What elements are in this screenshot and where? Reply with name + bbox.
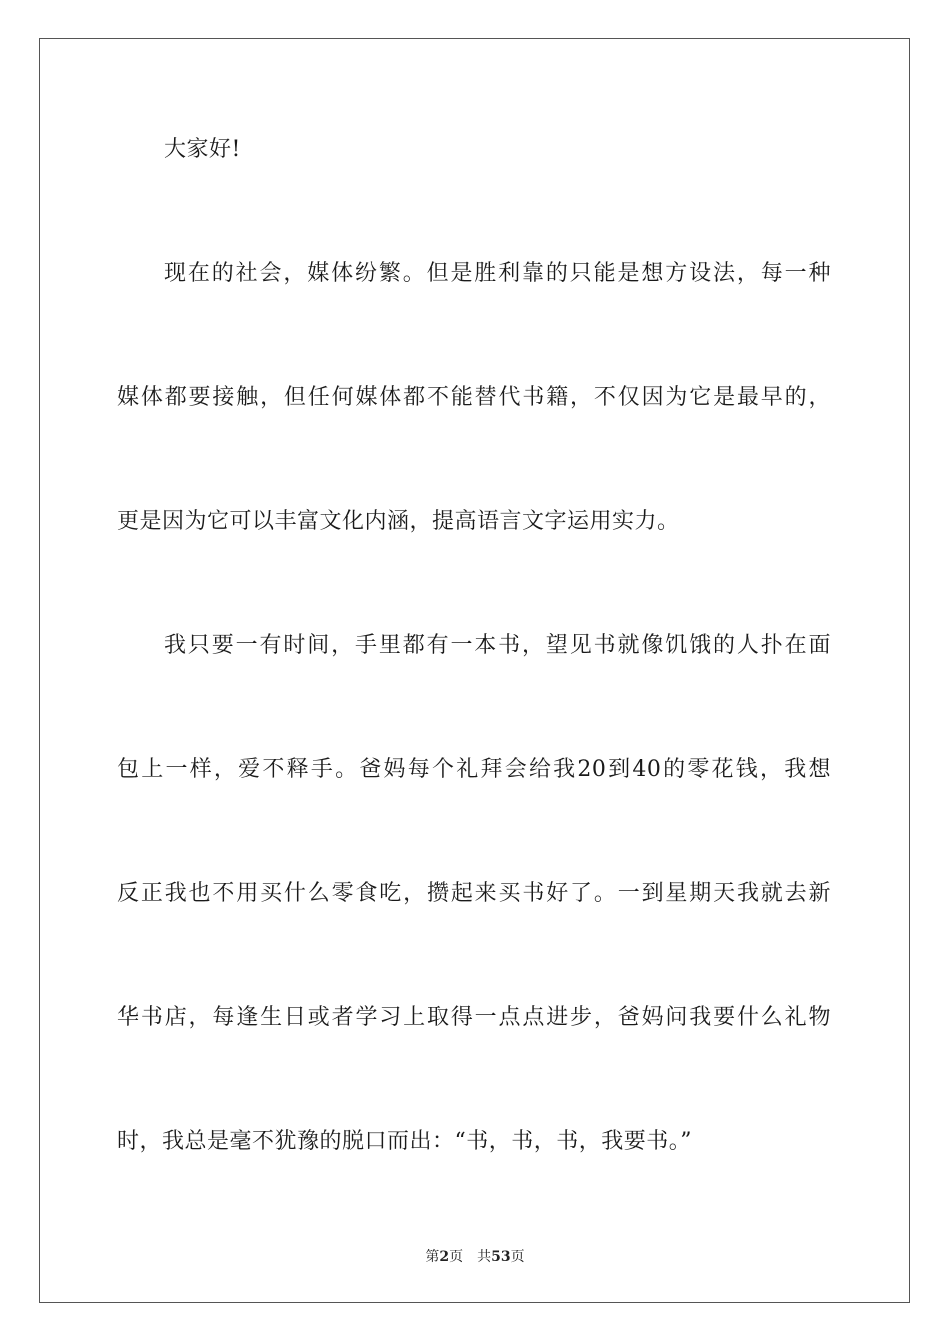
page-suffix: 页 bbox=[449, 1249, 464, 1265]
page-number: 2 bbox=[439, 1249, 450, 1265]
paragraph-2-line-4: 华书店，每逢生日或者学习上取得一点点进步，爸妈问我要什么礼物 bbox=[117, 1005, 831, 1030]
page-prefix: 第 bbox=[425, 1249, 440, 1265]
paragraph-1-line-1: 现在的社会，媒体纷繁。但是胜利靠的只能是想方设法，每一种 bbox=[164, 261, 831, 286]
paragraph-1-line-2: 媒体都要接触，但任何媒体都不能替代书籍，不仅因为它是最早的， bbox=[117, 385, 831, 410]
paragraph-2-line-3: 反正我也不用买什么零食吃，攒起来买书好了。一到星期天我就去新 bbox=[117, 881, 831, 906]
paragraph-2-line-5: 时，我总是毫不犹豫的脱口而出：“书，书，书，我要书。” bbox=[117, 1129, 692, 1154]
total-pages: 53 bbox=[491, 1249, 511, 1265]
total-suffix: 页 bbox=[510, 1249, 525, 1265]
page-border bbox=[39, 38, 910, 1303]
greeting-line: 大家好! bbox=[164, 137, 241, 162]
paragraph-2-line-1: 我只要一有时间，手里都有一本书，望见书就像饥饿的人扑在面 bbox=[164, 633, 831, 658]
paragraph-1-line-3: 更是因为它可以丰富文化内涵，提高语言文字运用实力。 bbox=[117, 509, 680, 534]
page-footer bbox=[0, 1248, 950, 1266]
total-prefix: 共 bbox=[477, 1249, 492, 1265]
paragraph-2-line-2: 包上一样，爱不释手。爸妈每个礼拜会给我20到40的零花钱，我想 bbox=[117, 757, 831, 782]
